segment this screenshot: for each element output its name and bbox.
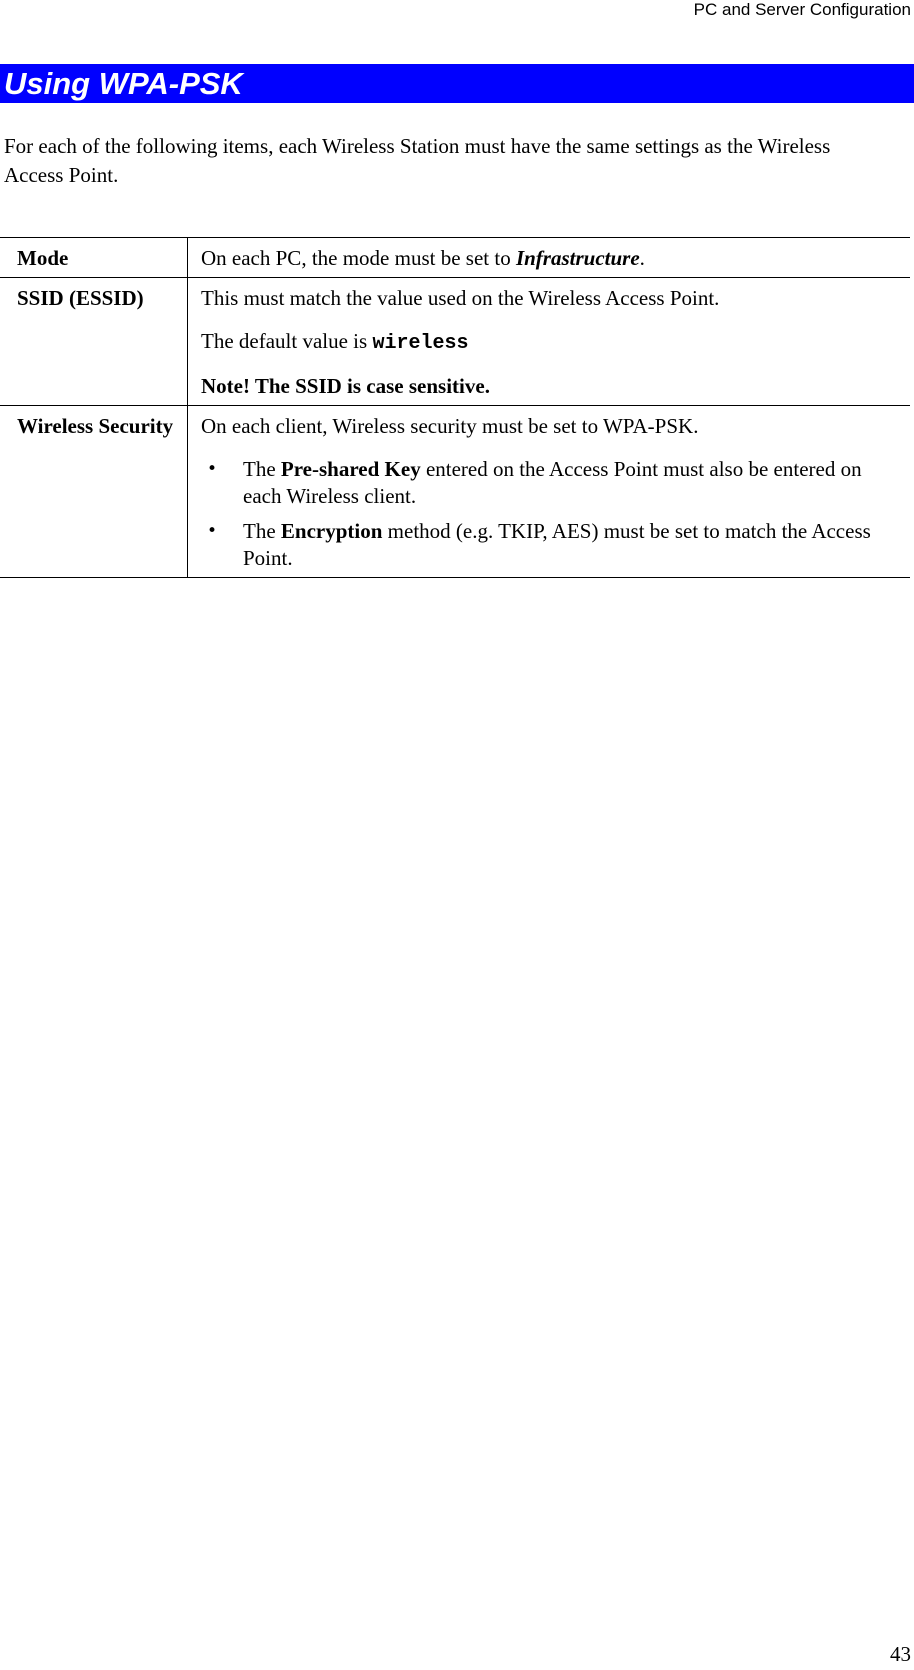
settings-table bbox=[0, 237, 910, 578]
row-description bbox=[188, 238, 911, 278]
text: entered on the Access Point must also be entered on each Wireless client. bbox=[243, 457, 862, 508]
intro-paragraph: For each of the following items, each Wireless Station must have the same settings as the Wireless Access Point. bbox=[4, 134, 831, 187]
default-value-line bbox=[201, 328, 902, 357]
bold-term: Pre-shared Key bbox=[280, 457, 421, 481]
text: method (e.g. TKIP, AES) must be set to match the Access Point. bbox=[243, 519, 871, 570]
text: The bbox=[243, 457, 281, 481]
text: . bbox=[639, 246, 645, 270]
bullet-list bbox=[201, 456, 902, 572]
mode-description bbox=[201, 245, 902, 272]
bullet-icon: • bbox=[207, 459, 218, 479]
default-ssid-value: wireless bbox=[372, 332, 469, 355]
text: The default value is bbox=[201, 329, 373, 353]
section-title-bar bbox=[0, 64, 914, 103]
ssid-line: This must match the value used on the Wireless Access Point. bbox=[201, 286, 720, 310]
table-row bbox=[0, 238, 910, 278]
row-description bbox=[188, 406, 911, 578]
case-note bbox=[201, 373, 902, 400]
table-row bbox=[0, 278, 910, 406]
row-label: Mode bbox=[0, 238, 188, 278]
section-title: Using WPA-PSK bbox=[4, 66, 243, 101]
table-row bbox=[0, 406, 910, 578]
list-item bbox=[201, 518, 902, 572]
row-description bbox=[188, 278, 911, 406]
note-text: Note! The SSID is case sensitive. bbox=[201, 374, 490, 398]
running-header: PC and Server Configuration bbox=[693, 0, 911, 19]
row-label: SSID (ESSID) bbox=[0, 278, 188, 406]
text: The bbox=[243, 519, 281, 543]
emphasis-value: Infrastructure bbox=[515, 246, 640, 270]
bold-term: Encryption bbox=[280, 519, 383, 543]
text: On each PC, the mode must be set to bbox=[201, 246, 516, 270]
row-label: Wireless Security bbox=[0, 406, 188, 578]
list-item bbox=[201, 456, 902, 510]
bullet-icon: • bbox=[207, 521, 218, 541]
security-intro: On each client, Wireless security must be set to WPA-PSK. bbox=[201, 414, 699, 438]
page-number: 43 bbox=[890, 1642, 911, 1666]
